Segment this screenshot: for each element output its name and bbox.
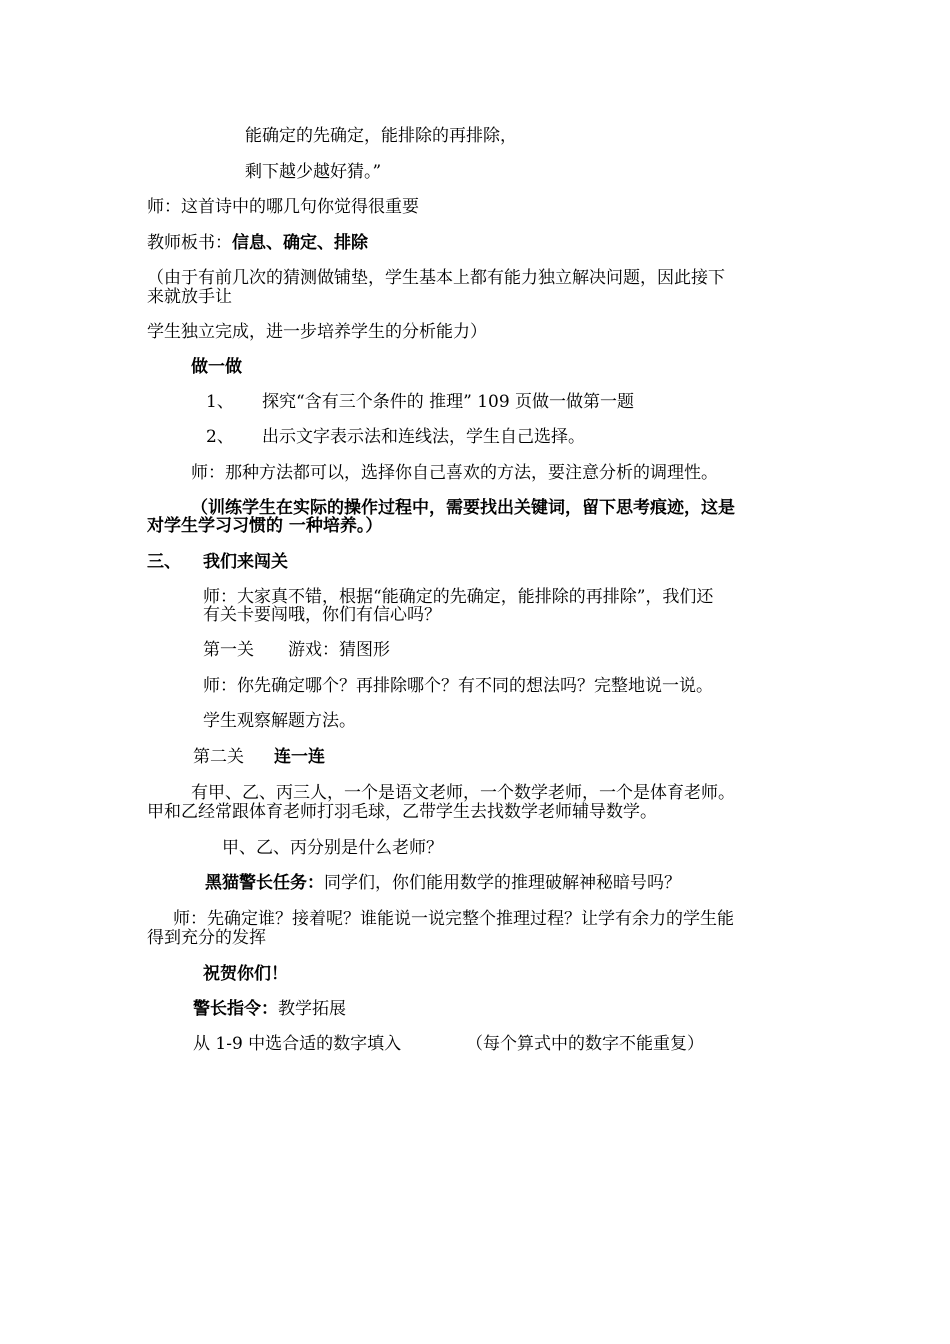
item-2-text: 出示文字表示法和连线法，学生自己选择。 (262, 427, 585, 447)
teacher-question-2: 师：那种方法都可以，选择你自己喜欢的方法，要注意分析的调理性。 (191, 463, 718, 483)
teacher-question-5-line-a: 师：先确定谁？接着呢？谁能说一说完整个推理过程？让学有余力的学生能 (173, 909, 734, 929)
note-2-line-a: （训练学生在实际的操作过程中，需要找出关键词，留下思考痕迹，这是 (191, 498, 735, 518)
congrats: 祝贺你们！ (203, 964, 288, 984)
poem-line-2: 剩下越少越好猜。” (245, 162, 382, 182)
teacher-question-3-line-b: 有关卡要闯哦，你们有信心吗？ (203, 605, 441, 625)
puzzle-line-b: 甲和乙经常跟体育老师打羽毛球，乙带学生去找数学老师辅导数学。 (147, 802, 657, 822)
note-1-line-c: 学生独立完成，进一步培养学生的分析能力） (147, 322, 487, 342)
order-label: 警长指令： (193, 999, 278, 1019)
board-text: 信息、确定、排除 (232, 233, 368, 253)
puzzle-line-a: 有甲、乙、丙三人，一个是语文老师，一个数学老师，一个是体育老师。 (191, 783, 735, 803)
student-observe: 学生观察解题方法。 (203, 711, 356, 731)
poem-line-1: 能确定的先确定，能排除的再排除， (245, 126, 517, 146)
teacher-question-5-line-b: 得到充分的发挥 (147, 928, 266, 948)
teacher-question-3-line-a: 师：大家真不错，根据“能确定的先确定，能排除的再排除”，我们还 (203, 587, 714, 607)
zuo-yi-zuo-heading: 做一做 (191, 357, 242, 377)
board-label: 教师板书： (147, 233, 232, 253)
fill-note: （每个算式中的数字不能重复） (466, 1034, 704, 1054)
mission-label: 黑猫警长任务： (205, 873, 324, 893)
item-2-number: 2、 (206, 427, 234, 447)
fill-text: 从 1-9 中选合适的数字填入 (193, 1034, 402, 1054)
mission-text: 同学们，你们能用数学的推理破解神秘暗号吗？ (324, 873, 681, 893)
level-1-label: 第一关 (203, 640, 254, 660)
puzzle-question: 甲、乙、丙分别是什么老师？ (222, 838, 443, 858)
note-1-line-a: （由于有前几次的猜测做铺垫，学生基本上都有能力独立解决问题，因此接下 (147, 268, 725, 288)
section-3-number: 三、 (147, 552, 181, 572)
mission (205, 873, 681, 893)
level-2-text: 连一连 (274, 747, 325, 767)
section-3-title: 我们来闯关 (203, 552, 288, 572)
note-1-line-b: 来就放手让 (147, 287, 232, 307)
board-writing (147, 233, 368, 253)
level-2-label: 第二关 (193, 747, 244, 767)
item-1-number: 1、 (206, 392, 234, 412)
note-2-line-b: 对学生学习习惯的 一种培养。） (147, 516, 383, 536)
level-1-text: 游戏：猜图形 (288, 640, 390, 660)
item-1-text: 探究“含有三个条件的 推理” 109 页做一做第一题 (262, 392, 635, 412)
teacher-question-1: 师：这首诗中的哪几句你觉得很重要 (147, 197, 419, 217)
order-text: 教学拓展 (278, 999, 346, 1019)
order (193, 999, 346, 1019)
teacher-question-4: 师：你先确定哪个？再排除哪个？有不同的想法吗？完整地说一说。 (203, 676, 713, 696)
